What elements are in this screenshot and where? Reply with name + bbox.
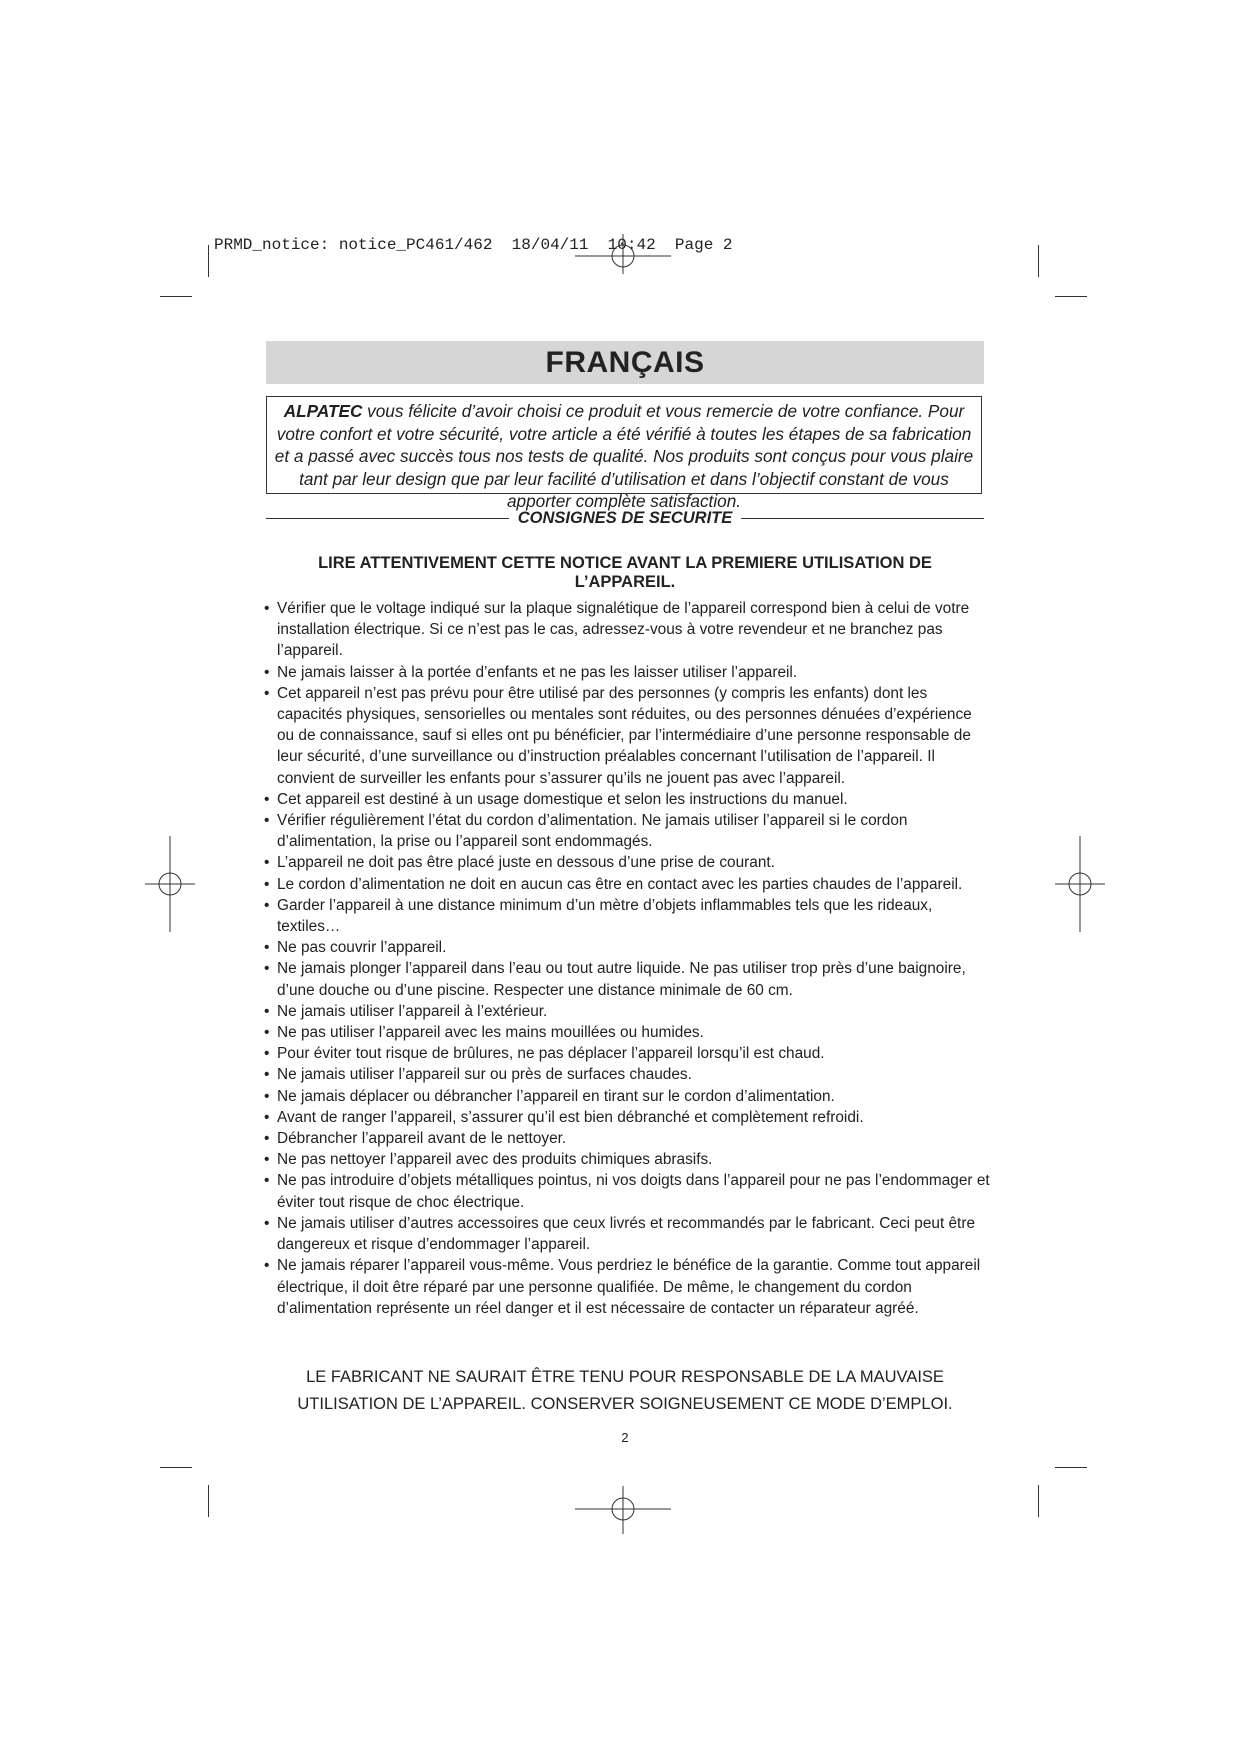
bullet-icon: •	[264, 1130, 270, 1148]
list-item	[264, 1255, 990, 1319]
bullet-icon: •	[264, 896, 270, 914]
list-item-text: Pour éviter tout risque de brûlures, ne pas déplacer l’appareil lorsqu’il est chaud.	[277, 1045, 825, 1063]
list-item	[264, 598, 990, 662]
list-item-text: Ne jamais utiliser l’appareil à l’extérieur.	[277, 1002, 548, 1020]
page-number: 2	[621, 1430, 629, 1445]
bullet-icon: •	[264, 875, 270, 893]
print-date: 18/04/11	[511, 236, 589, 254]
bullet-icon: •	[264, 1066, 270, 1084]
warning-heading: LIRE ATTENTIVEMENT CETTE NOTICE AVANT LA PREMIERE UTILISATION DE L’APPAREIL.	[318, 554, 932, 591]
list-item	[264, 1149, 990, 1170]
bullet-icon: •	[264, 1214, 270, 1232]
crop-mark	[1038, 1485, 1039, 1517]
disclaimer-line: UTILISATION DE L’APPAREIL. CONSERVER SOIGNEUSEMENT CE MODE D’EMPLOI.	[297, 1395, 953, 1413]
list-item	[264, 937, 990, 958]
list-item	[264, 810, 990, 852]
list-item	[264, 1107, 990, 1128]
list-item-text: Ne pas couvrir l’appareil.	[277, 939, 447, 957]
section-title: CONSIGNES DE SECURITE	[517, 508, 733, 527]
bullet-icon: •	[264, 1108, 270, 1126]
divider	[741, 518, 984, 519]
list-item	[264, 1086, 990, 1107]
print-page-label: Page 2	[674, 236, 733, 254]
list-item	[264, 1170, 990, 1212]
bullet-icon: •	[264, 1024, 270, 1042]
registration-crosshair-icon	[1055, 836, 1105, 932]
print-slug: PRMD_notice: notice_PC461/462	[214, 236, 493, 254]
brand-name: ALPATEC	[283, 401, 363, 421]
list-item	[264, 895, 990, 937]
list-item	[264, 1022, 990, 1043]
crop-mark	[1055, 296, 1087, 297]
list-item	[264, 789, 990, 810]
registration-crosshair-icon	[575, 1486, 671, 1534]
list-item-text: Avant de ranger l’appareil, s’assurer qu’il est bien débranché et complètement refroidi.	[277, 1108, 864, 1126]
page-title: FRANÇAIS	[545, 345, 705, 379]
crop-mark	[208, 1485, 209, 1517]
section-header	[266, 508, 984, 528]
list-item-text: Vérifier régulièrement l’état du cordon d’alimentation. Ne jamais utiliser l’appareil si le cordon d’alimentation, la prise ou l’appareil sont endommagés.	[277, 812, 908, 851]
bullet-icon: •	[264, 663, 270, 681]
bullet-icon: •	[264, 790, 270, 808]
bullet-icon: •	[264, 1172, 270, 1190]
bullet-icon: •	[264, 1087, 270, 1105]
bullet-icon: •	[264, 684, 270, 702]
list-item-text: Ne pas utiliser l’appareil avec les mains mouillées ou humides.	[277, 1024, 704, 1042]
intro-text: vous félicite d’avoir choisi ce produit et vous remercie de votre confiance. Pour votre confort et votre sécurité, votre article a été vérifié à toutes les étapes de sa fabrication et a passé avec succès tous nos tests de qualité. Nos produits sont conçus pour vous plaire tant par leur design que par leur facilité d’utilisation et dans l’objectif constant de vous apporter complète satisfaction.	[274, 401, 974, 511]
list-item-text: Ne pas nettoyer l’appareil avec des produits chimiques abrasifs.	[277, 1151, 713, 1169]
crop-mark	[160, 296, 192, 297]
list-item	[264, 1128, 990, 1149]
registration-crosshair-icon	[145, 836, 195, 932]
bullet-icon: •	[264, 1002, 270, 1020]
crop-mark	[1055, 1467, 1087, 1468]
list-item	[264, 874, 990, 895]
language-banner	[266, 341, 984, 384]
list-item	[264, 958, 990, 1000]
list-item-text: Ne jamais utiliser l’appareil sur ou près de surfaces chaudes.	[277, 1066, 692, 1084]
list-item-text: Ne jamais déplacer ou débrancher l’appareil en tirant sur le cordon d’alimentation.	[277, 1087, 835, 1105]
bullet-icon: •	[264, 1151, 270, 1169]
intro-box	[266, 396, 982, 511]
bullet-icon: •	[264, 812, 270, 830]
list-item-text: Ne pas introduire d’objets métalliques pointus, ni vos doigts dans l’appareil pour ne pas l’endommager et éviter tout risque de choc électrique.	[277, 1172, 990, 1211]
list-item	[264, 1043, 990, 1064]
divider	[266, 518, 509, 519]
list-item	[264, 1213, 990, 1255]
list-item-text: Cet appareil n’est pas prévu pour être utilisé par des personnes (y compris les enfants) dont les capacités physiques, sensorielles ou mentales sont réduites, ou des personnes dénuées d’expérience ou de connaissance, sauf si elles ont pu bénéficier, par l’intermédiaire d’une personne responsable de leur sécurité, d’une surveillance ou d’instruction préalables concernant l’utilisation de l’appareil. Il convient de surveiller les enfants pour s’assurer qu’ils ne jouent pas avec l’appareil.	[277, 684, 972, 787]
registration-crosshair-icon	[575, 234, 671, 274]
manufacturer-disclaimer	[266, 1364, 984, 1418]
print-time: 10:42	[607, 236, 656, 254]
crop-mark	[1038, 245, 1039, 277]
list-item	[264, 662, 990, 683]
bullet-icon: •	[264, 854, 270, 872]
crop-mark	[208, 245, 209, 277]
list-item-text: Ne jamais utiliser d’autres accessoires que ceux livrés et recommandés par le fabricant. Ceci peut être dangereux et risque d’endommager l’appareil.	[277, 1214, 976, 1254]
bullet-icon: •	[264, 1257, 270, 1275]
list-item	[264, 1064, 990, 1085]
list-item	[264, 683, 990, 789]
list-item-text: L’appareil ne doit pas être placé juste en dessous d’une prise de courant.	[277, 854, 775, 872]
list-item	[264, 852, 990, 873]
list-item-text: Ne jamais réparer l’appareil vous-même. Vous perdriez le bénéfice de la garantie. Comme tout appareil électrique, il doit être réparé par une personne qualifiée. De même, le changement du cordon d’alimentation représente un réel danger et il est nécessaire de contacter un réparateur agréé.	[277, 1257, 981, 1317]
crop-mark	[160, 1467, 192, 1468]
bullet-icon: •	[264, 600, 270, 617]
list-item-text: Ne jamais plonger l’appareil dans l’eau ou tout autre liquide. Ne pas utiliser trop près d’une baignoire, d’une douche ou d’une piscine. Respecter une distance minimale de 60 cm.	[277, 960, 966, 999]
list-item-text: Vérifier que le voltage indiqué sur la plaque signalétique de l’appareil correspond bien à celui de votre installation électrique. Si ce n’est pas le cas, adressez-vous à votre revendeur et ne branchez pas l’appareil.	[277, 600, 970, 660]
list-item-text: Le cordon d’alimentation ne doit en aucun cas être en contact avec les parties chaudes de l’appareil.	[277, 875, 963, 893]
disclaimer-line: LE FABRICANT NE SAURAIT ÊTRE TENU POUR RESPONSABLE DE LA MAUVAISE	[306, 1368, 944, 1386]
bullet-icon: •	[264, 939, 270, 957]
safety-instructions-list	[264, 598, 990, 1319]
bullet-icon: •	[264, 960, 270, 978]
list-item-text: Ne jamais laisser à la portée d’enfants et ne pas les laisser utiliser l’appareil.	[277, 663, 798, 681]
list-item-text: Garder l’appareil à une distance minimum d’un mètre d’objets inflammables tels que les rideaux, textiles…	[277, 896, 933, 936]
list-item-text: Cet appareil est destiné à un usage domestique et selon les instructions du manuel.	[277, 790, 848, 808]
bullet-icon: •	[264, 1045, 270, 1063]
list-item	[264, 1001, 990, 1022]
list-item-text: Débrancher l’appareil avant de le nettoyer.	[277, 1130, 567, 1148]
